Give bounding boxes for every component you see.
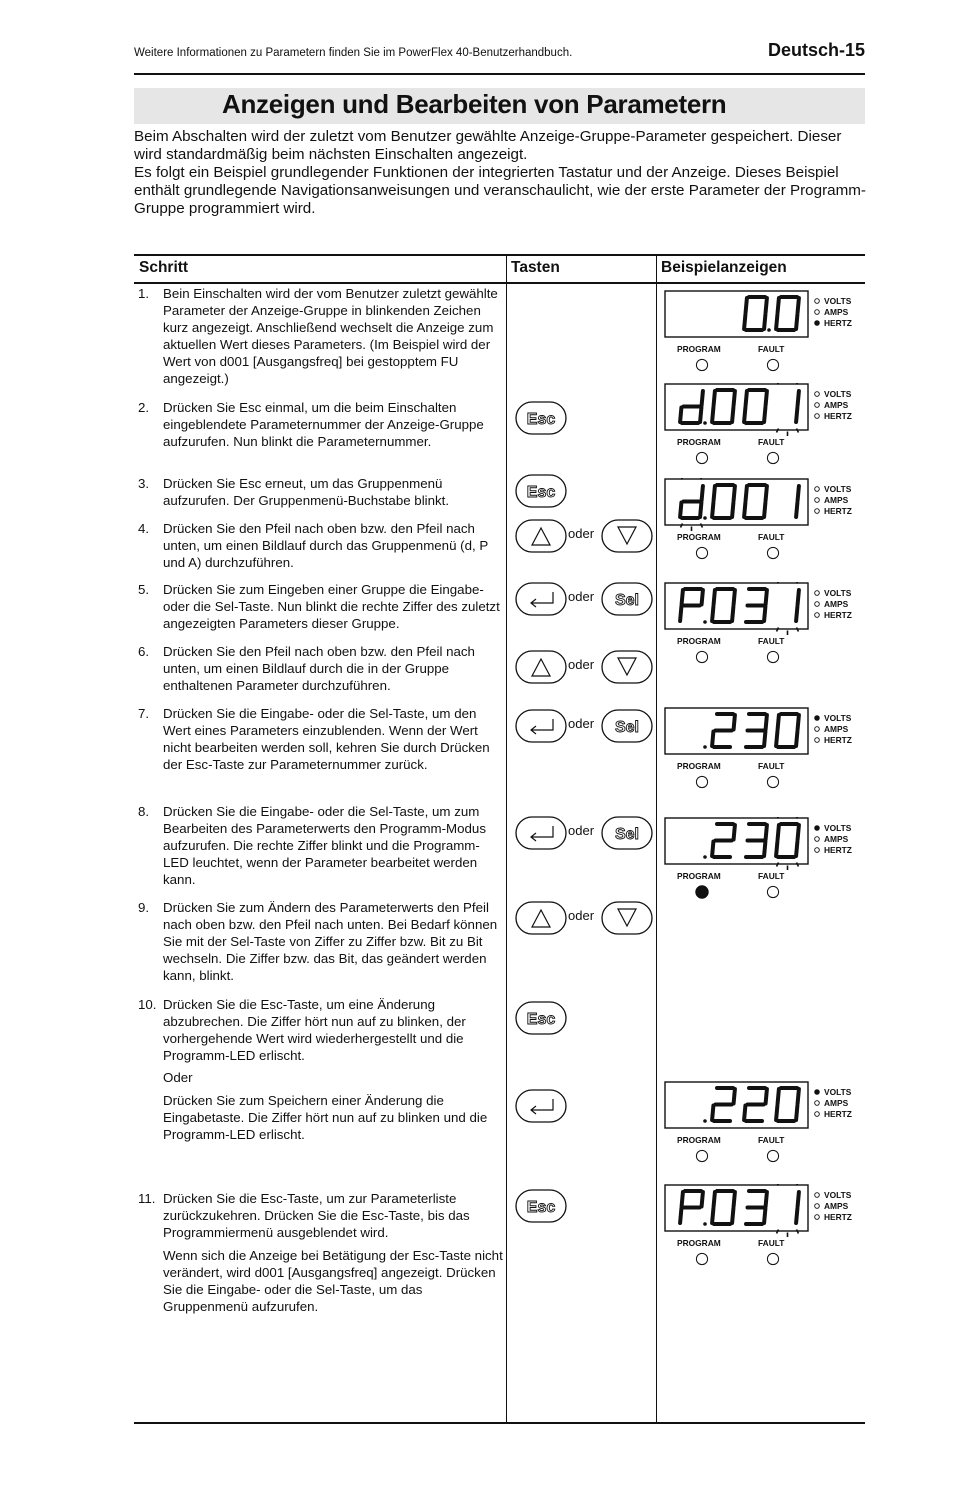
program-label: PROGRAM <box>677 532 721 542</box>
lcd-segment <box>702 590 703 605</box>
lcd-digit <box>796 391 799 422</box>
step-text: Drücken Sie die Eingabe- oder die Sel-Taste, um zum Bearbeiten des Parameterwerts den Programm-Modus aufzurufen. Die rechte Ziffer blinkt und die Programm-LED leuchtet, wenn der Parameter bearbeitet werden kann. <box>163 804 486 887</box>
lcd-segment <box>798 391 799 406</box>
lcd-decimal-point <box>703 620 707 624</box>
lcd-decimal-point <box>703 855 707 859</box>
lcd-segment <box>798 1089 799 1104</box>
lcd-segment <box>798 486 799 501</box>
step-text: Drücken Sie Esc erneut, um das Gruppenmenü aufzurufen. Der Gruppenmenü-Buchstabe blinkt. <box>163 476 450 508</box>
lcd-display <box>664 1081 874 1171</box>
lcd-segment <box>796 408 797 423</box>
lcd-segment <box>766 391 767 406</box>
down-arrow-key[interactable] <box>601 650 653 689</box>
lcd-decimal-point <box>703 516 707 520</box>
header-rule <box>134 73 865 75</box>
sel-key[interactable] <box>601 709 653 748</box>
esc-key[interactable] <box>515 401 567 440</box>
sel-key[interactable] <box>601 582 653 621</box>
program-label: PROGRAM <box>677 636 721 646</box>
lcd-segment <box>714 1192 715 1207</box>
sel-key-label: Sel <box>614 826 640 843</box>
column-divider-1 <box>506 254 507 1424</box>
lcd-segment <box>702 1192 703 1207</box>
intro-paragraph-2: Es folgt ein Beispiel grundlegender Funktionen der integrierten Tastatur und der Anzeige. Dieses Beispiel enthält grundlegende Navigationsanweisungen und veranschaulicht, wie der erste Parameter der Programm-Gruppe programmiert wird. <box>134 164 866 217</box>
amps-label: AMPS <box>824 834 849 844</box>
esc-key-label: Esc <box>526 1199 556 1216</box>
volts-label: VOLTS <box>824 823 852 833</box>
intro-text <box>134 128 869 218</box>
lcd-segment <box>798 590 799 605</box>
lcd-segment <box>798 715 799 730</box>
lcd-digit <box>796 590 799 621</box>
lcd-decimal-point <box>703 1119 707 1123</box>
example-display-3 <box>664 478 874 568</box>
header-display: Beispielanzeigen <box>661 259 787 276</box>
fault-led <box>767 1253 778 1264</box>
program-label: PROGRAM <box>677 1135 721 1145</box>
hertz-label: HERTZ <box>824 735 852 745</box>
down-arrow-key[interactable] <box>601 519 653 558</box>
amps-led <box>815 403 820 408</box>
down-arrow-key[interactable] <box>601 901 653 940</box>
fault-label: FAULT <box>758 871 785 881</box>
lcd-segment <box>732 503 733 518</box>
lcd-segment <box>712 842 713 857</box>
volts-label: VOLTS <box>824 713 852 723</box>
lcd-segment <box>776 842 777 857</box>
hertz-led <box>815 321 820 326</box>
lcd-segment <box>702 486 703 501</box>
lcd-segment <box>764 1209 765 1224</box>
lcd-segment <box>796 503 797 518</box>
lcd-segment <box>734 391 735 406</box>
hertz-led <box>815 1112 820 1117</box>
hertz-label: HERTZ <box>824 1212 852 1222</box>
esc-key-label: Esc <box>526 1011 556 1028</box>
keys-step-3 <box>515 474 655 508</box>
lcd-segment <box>682 590 683 605</box>
program-label: PROGRAM <box>677 871 721 881</box>
lcd-segment <box>732 408 733 423</box>
lcd-display <box>664 707 874 797</box>
step-text: Drücken Sie zum Ändern des Parameterwerts den Pfeil nach oben bzw. den Pfeil nach unten. Bei Bedarf können Sie mit der Sel-Taste von Ziffer zu Ziffer bzw. Bit zu Bit wechseln. Die Ziffer bzw. das Bit, das geändert werden kann, blinkt. <box>163 900 498 983</box>
lcd-segment <box>796 732 797 747</box>
fault-label: FAULT <box>758 532 785 542</box>
lcd-segment <box>746 486 747 501</box>
lcd-segment <box>764 408 765 423</box>
step-number: 4. <box>138 521 150 536</box>
lcd-segment <box>766 1089 767 1104</box>
keys-step-10 <box>515 1001 655 1035</box>
lcd-segment <box>712 408 713 423</box>
up-arrow-key[interactable] <box>515 901 567 940</box>
lcd-segment <box>734 486 735 501</box>
lcd-digit <box>796 1192 799 1223</box>
keys-step-7 <box>515 709 655 743</box>
fault-led <box>767 651 778 662</box>
step-text: Drücken Sie die Esc-Taste, um eine Änderung abzubrechen. Die Ziffer hört nun auf zu blinken, der vorhergehende Wert wird wiederhergestellt und die Programm-LED erlischt. <box>163 997 466 1063</box>
example-display-2 <box>664 383 874 473</box>
lcd-display <box>664 582 874 672</box>
hertz-led <box>815 613 820 618</box>
table-top-rule <box>134 254 865 256</box>
oder-label: oder <box>568 716 595 731</box>
oder-label: oder <box>568 823 595 838</box>
sel-key-label: Sel <box>614 719 640 736</box>
lcd-display <box>664 478 874 568</box>
hertz-label: HERTZ <box>824 610 852 620</box>
step-text: Drücken Sie den Pfeil nach oben bzw. den Pfeil nach unten, um einen Bildlauf durch die in der Gruppe enthaltenen Parameter durchzuführen. <box>163 644 475 693</box>
lcd-segment <box>744 315 745 330</box>
lcd-segment <box>712 732 713 747</box>
lcd-segment <box>766 486 767 501</box>
program-led <box>696 547 707 558</box>
fault-led <box>767 886 778 897</box>
lcd-segment <box>796 1106 797 1121</box>
step-text: Oder <box>163 1070 193 1085</box>
fault-label: FAULT <box>758 636 785 646</box>
oder-label: oder <box>568 657 595 672</box>
amps-label: AMPS <box>824 400 849 410</box>
amps-label: AMPS <box>824 724 849 734</box>
lcd-display <box>664 383 874 473</box>
keys-step-10-save <box>515 1089 655 1123</box>
amps-label: AMPS <box>824 1098 849 1108</box>
page-title: Anzeigen und Bearbeiten von Parametern <box>222 89 727 119</box>
lcd-segment <box>734 715 735 730</box>
oder-label: oder <box>568 908 595 923</box>
program-led <box>696 776 707 787</box>
program-led <box>696 1150 707 1161</box>
esc-key[interactable] <box>515 1189 567 1228</box>
oder-label: oder <box>568 589 595 604</box>
column-divider-2 <box>656 254 657 1424</box>
volts-led <box>815 392 820 397</box>
lcd-segment <box>714 391 715 406</box>
lcd-segment <box>766 590 767 605</box>
lcd-decimal-point <box>703 421 707 425</box>
lcd-segment <box>700 503 701 518</box>
lcd-segment <box>778 825 779 840</box>
lcd-segment <box>744 408 745 423</box>
program-label: PROGRAM <box>677 761 721 771</box>
enter-key[interactable] <box>515 1089 567 1128</box>
lcd-segment <box>764 503 765 518</box>
lcd-segment <box>776 1106 777 1121</box>
lcd-segment <box>712 607 713 622</box>
step-text: Drücken Sie die Eingabe- oder die Sel-Taste, um den Wert eines Parameters einzublenden. Wenn der Wert nicht bearbeiten werden soll, kehren Sie durch Drücken der Esc-Taste zur Parameternummer zurück. <box>163 706 490 772</box>
lcd-segment <box>734 825 735 840</box>
lcd-segment <box>680 607 681 622</box>
table-bottom-rule <box>134 1422 865 1424</box>
lcd-decimal-point <box>703 745 707 749</box>
lcd-segment <box>712 1106 713 1121</box>
lcd-segment <box>744 1106 745 1121</box>
step-text: Wenn sich die Anzeige bei Betätigung der Esc-Taste nicht verändert, wird d001 [Ausgangsfreq] angezeigt. Drücken Sie die Eingabe- oder die Sel-Taste, um das Gruppenmenü aufzurufen. <box>163 1248 503 1314</box>
lcd-segment <box>702 391 703 406</box>
hertz-led <box>815 509 820 514</box>
hertz-label: HERTZ <box>824 506 852 516</box>
lcd-decimal-point <box>703 1222 707 1226</box>
amps-led <box>815 498 820 503</box>
lcd-segment <box>680 1209 681 1224</box>
lcd-segment <box>776 732 777 747</box>
step-number: 6. <box>138 644 150 659</box>
keys-step-9 <box>515 901 655 935</box>
step-text: Drücken Sie die Esc-Taste, um zur Parameterliste zurückzukehren. Drücken Sie die Esc-Taste, bis das Programmiermenü ausgeblendet wird. <box>163 1191 470 1240</box>
volts-led <box>815 487 820 492</box>
lcd-segment <box>796 1209 797 1224</box>
step-number: 11. <box>138 1191 156 1206</box>
example-display-7 <box>664 1081 874 1171</box>
amps-led <box>815 1204 820 1209</box>
lcd-segment <box>714 486 715 501</box>
lcd-segment <box>766 825 767 840</box>
volts-led <box>815 1090 820 1095</box>
page-number-label: Deutsch-15 <box>767 40 865 60</box>
lcd-segment <box>734 1192 735 1207</box>
header-reference-text: Weitere Informationen zu Parametern finden Sie im PowerFlex 40-Benutzerhandbuch. <box>134 47 573 59</box>
esc-key-label: Esc <box>526 484 556 501</box>
program-led <box>696 452 707 463</box>
keys-step-8 <box>515 816 655 850</box>
fault-label: FAULT <box>758 1135 785 1145</box>
example-display-6 <box>664 817 874 907</box>
lcd-segment <box>682 1192 683 1207</box>
lcd-decimal-point <box>767 328 771 332</box>
fault-label: FAULT <box>758 761 785 771</box>
lcd-segment <box>764 315 765 330</box>
amps-led <box>815 727 820 732</box>
amps-led <box>815 837 820 842</box>
hertz-led <box>815 414 820 419</box>
lcd-segment <box>798 825 799 840</box>
program-label: PROGRAM <box>677 344 721 354</box>
volts-label: VOLTS <box>824 296 852 306</box>
program-led <box>696 651 707 662</box>
lcd-segment <box>796 315 797 330</box>
hertz-label: HERTZ <box>824 1109 852 1119</box>
hertz-label: HERTZ <box>824 411 852 421</box>
fault-led <box>767 1150 778 1161</box>
up-arrow-key[interactable] <box>515 650 567 689</box>
step-number: 8. <box>138 804 150 819</box>
example-display-8 <box>664 1184 874 1274</box>
program-led <box>696 359 707 370</box>
fault-label: FAULT <box>758 1238 785 1248</box>
enter-key[interactable] <box>515 582 567 621</box>
lcd-segment <box>796 842 797 857</box>
up-arrow-key[interactable] <box>515 519 567 558</box>
amps-label: AMPS <box>824 307 849 317</box>
lcd-segment <box>734 590 735 605</box>
volts-led <box>815 299 820 304</box>
step-text: Drücken Sie den Pfeil nach oben bzw. den Pfeil nach unten, um einen Bildlauf durch das Gruppenmenü (d, P und A) durchzuführen. <box>163 521 488 570</box>
lcd-segment <box>732 607 733 622</box>
lcd-display <box>664 290 874 380</box>
volts-label: VOLTS <box>824 389 852 399</box>
example-display-1 <box>664 290 874 380</box>
step-number: 1. <box>138 286 150 301</box>
step-number: 5. <box>138 582 150 597</box>
oder-label: oder <box>568 526 595 541</box>
sel-key-label: Sel <box>614 592 640 609</box>
lcd-segment <box>798 298 799 313</box>
lcd-segment <box>764 842 765 857</box>
volts-led <box>815 826 820 831</box>
amps-led <box>815 310 820 315</box>
lcd-segment <box>798 1192 799 1207</box>
lcd-segment <box>700 408 701 423</box>
example-display-4 <box>664 582 874 672</box>
lcd-segment <box>746 298 747 313</box>
lcd-segment <box>712 1209 713 1224</box>
program-led <box>696 886 708 898</box>
volts-label: VOLTS <box>824 1087 852 1097</box>
amps-led <box>815 1101 820 1106</box>
lcd-segment <box>764 607 765 622</box>
hertz-label: HERTZ <box>824 845 852 855</box>
program-led <box>696 1253 707 1264</box>
keys-step-5 <box>515 582 655 616</box>
lcd-display <box>664 1184 874 1274</box>
volts-label: VOLTS <box>824 1190 852 1200</box>
sel-key[interactable] <box>601 816 653 855</box>
amps-label: AMPS <box>824 1201 849 1211</box>
amps-led <box>815 602 820 607</box>
volts-label: VOLTS <box>824 588 852 598</box>
hertz-led <box>815 848 820 853</box>
lcd-segment <box>776 315 777 330</box>
header-keys: Tasten <box>511 259 560 276</box>
esc-key[interactable] <box>515 1001 567 1040</box>
lcd-segment <box>778 1089 779 1104</box>
lcd-segment <box>734 1089 735 1104</box>
step-text: Drücken Sie zum Eingeben einer Gruppe die Eingabe- oder die Sel-Taste. Nun blinkt die rechte Ziffer des zuletzt angezeigten Parameters dieser Gruppe. <box>163 582 500 631</box>
keys-step-2 <box>515 401 655 435</box>
volts-label: VOLTS <box>824 484 852 494</box>
hertz-led <box>815 738 820 743</box>
step-text: Drücken Sie Esc einmal, um die beim Einschalten eingeblendete Parameternummer der Anzeige-Gruppe aufzurufen. Nun blinkt die Parameternummer. <box>163 400 484 449</box>
fault-label: FAULT <box>758 344 785 354</box>
step-number: 2. <box>138 400 150 415</box>
lcd-digit <box>796 486 799 517</box>
lcd-segment <box>778 715 779 730</box>
lcd-segment <box>766 715 767 730</box>
fault-led <box>767 547 778 558</box>
volts-led <box>815 591 820 596</box>
esc-key[interactable] <box>515 474 567 513</box>
intro-paragraph-1: Beim Abschalten wird der zuletzt vom Benutzer gewählte Anzeige-Gruppe-Parameter gespeichert. Dieser wird standardmäßig beim nächsten Einschalten angezeigt. <box>134 128 842 163</box>
program-label: PROGRAM <box>677 437 721 447</box>
enter-key[interactable] <box>515 816 567 855</box>
enter-key[interactable] <box>515 709 567 748</box>
fault-label: FAULT <box>758 437 785 447</box>
step-number: 9. <box>138 900 150 915</box>
lcd-segment <box>714 590 715 605</box>
lcd-segment <box>680 408 681 423</box>
lcd-segment <box>778 298 779 313</box>
step-text: Drücken Sie zum Speichern einer Änderung die Eingabetaste. Die Ziffer hört nun auf zu blinken und die Programm-LED erlischt. <box>163 1093 488 1142</box>
hertz-led <box>815 1215 820 1220</box>
lcd-segment <box>766 298 767 313</box>
step-number: 7. <box>138 706 150 721</box>
amps-label: AMPS <box>824 599 849 609</box>
lcd-segment <box>732 1209 733 1224</box>
table-header-rule <box>134 282 865 284</box>
lcd-segment <box>744 503 745 518</box>
lcd-segment <box>764 732 765 747</box>
volts-led <box>815 1193 820 1198</box>
esc-key-label: Esc <box>526 411 556 428</box>
step-number: 3. <box>138 476 150 491</box>
lcd-segment <box>680 503 681 518</box>
step-number: 10. <box>138 997 157 1012</box>
keys-step-4 <box>515 519 655 553</box>
program-label: PROGRAM <box>677 1238 721 1248</box>
lcd-display <box>664 817 874 907</box>
amps-label: AMPS <box>824 495 849 505</box>
step-text: Bein Einschalten wird der vom Benutzer zuletzt gewählte Parameter der Anzeige-Gruppe in blinkenden Zeichen kurz angezeigt. Anschließend wechselt die Anzeige zum aktuellen Wert dieses Parameters. (Im Beispiel wird der Wert von d001 [Ausgangsfreq] bei gestopptem FU angezeigt.) <box>163 286 498 386</box>
lcd-segment <box>712 503 713 518</box>
keys-step-6 <box>515 650 655 684</box>
hertz-label: HERTZ <box>824 318 852 328</box>
keys-step-11 <box>515 1189 655 1223</box>
fault-led <box>767 776 778 787</box>
lcd-segment <box>796 607 797 622</box>
lcd-segment <box>746 391 747 406</box>
fault-led <box>767 359 778 370</box>
fault-led <box>767 452 778 463</box>
example-display-5 <box>664 707 874 797</box>
lcd-segment <box>766 1192 767 1207</box>
header-step: Schritt <box>139 259 189 276</box>
volts-led <box>815 716 820 721</box>
